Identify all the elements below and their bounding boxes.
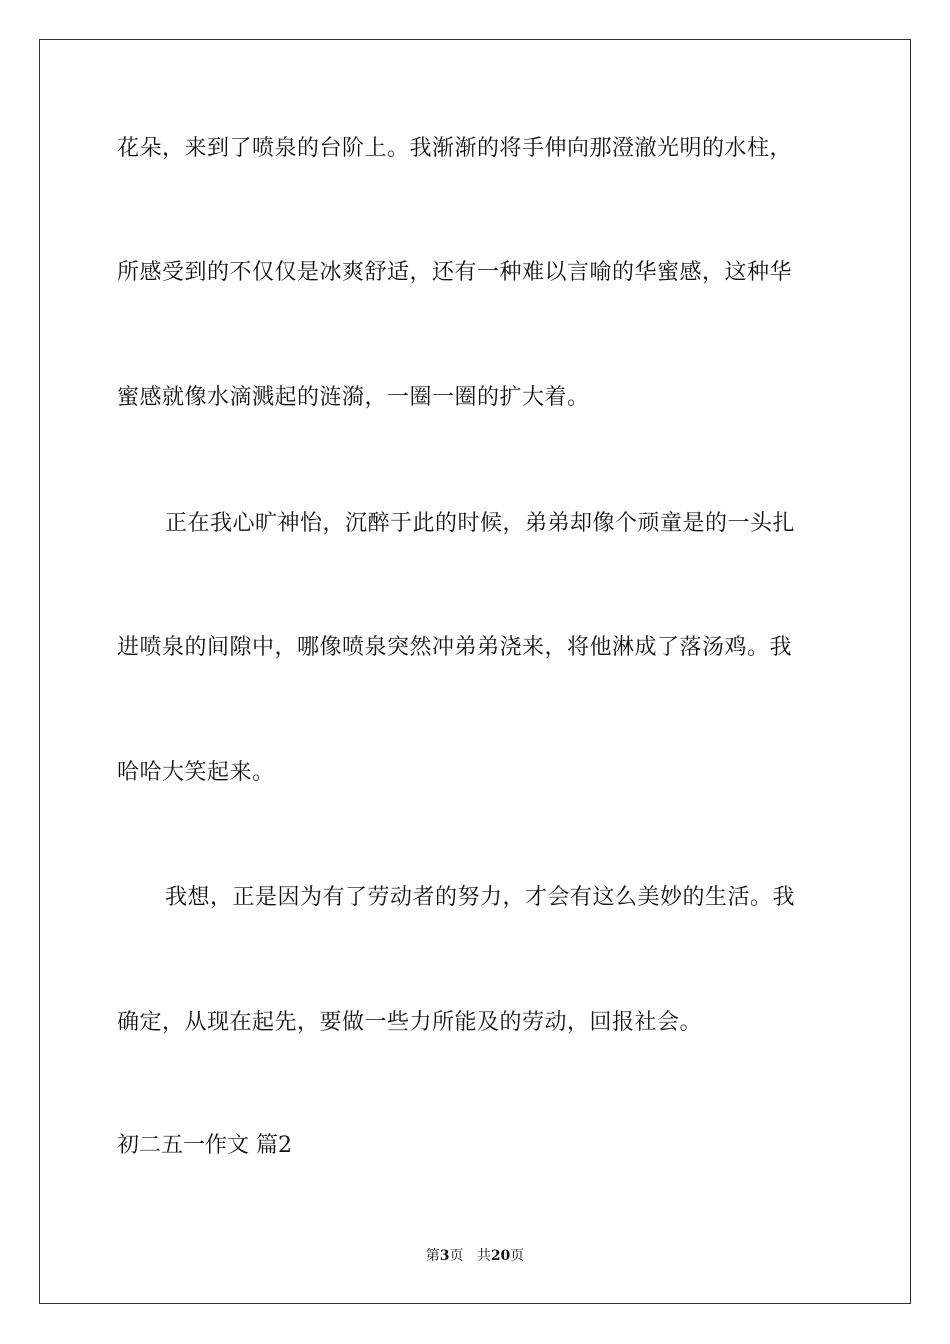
page-suffix: 页	[449, 1248, 464, 1264]
total-pages: 20	[490, 1248, 511, 1264]
total-suffix: 页	[510, 1248, 525, 1264]
body-line-2: 所感受到的不仅仅是冰爽舒适，还有一种难以言喻的华蜜感，这种华	[117, 260, 793, 285]
page-footer	[0, 1246, 950, 1266]
body-line-3: 蜜感就像水滴溅起的涟漪，一圈一圈的扩大着。	[117, 385, 590, 410]
body-line-1: 花朵，来到了喷泉的台阶上。我渐渐的将手伸向那澄澈光明的水柱，	[117, 136, 793, 161]
body-line-4: 正在我心旷神怡，沉醉于此的时候，弟弟却像个顽童是的一头扎	[165, 511, 796, 536]
page-border	[39, 39, 911, 1304]
body-line-5: 进喷泉的间隙中，哪像喷泉突然冲弟弟浇来，将他淋成了落汤鸡。我	[117, 635, 793, 660]
total-prefix: 共	[476, 1248, 491, 1264]
page-prefix: 第	[425, 1248, 440, 1264]
body-line-7: 我想，正是因为有了劳动者的努力，才会有这么美妙的生活。我	[165, 885, 796, 910]
body-line-6: 哈哈大笑起来。	[117, 760, 275, 785]
section-title: 初二五一作文 篇2	[117, 1133, 292, 1158]
body-line-8: 确定，从现在起先，要做一些力所能及的劳动，回报社会。	[117, 1010, 703, 1035]
page-number: 3	[439, 1248, 450, 1264]
